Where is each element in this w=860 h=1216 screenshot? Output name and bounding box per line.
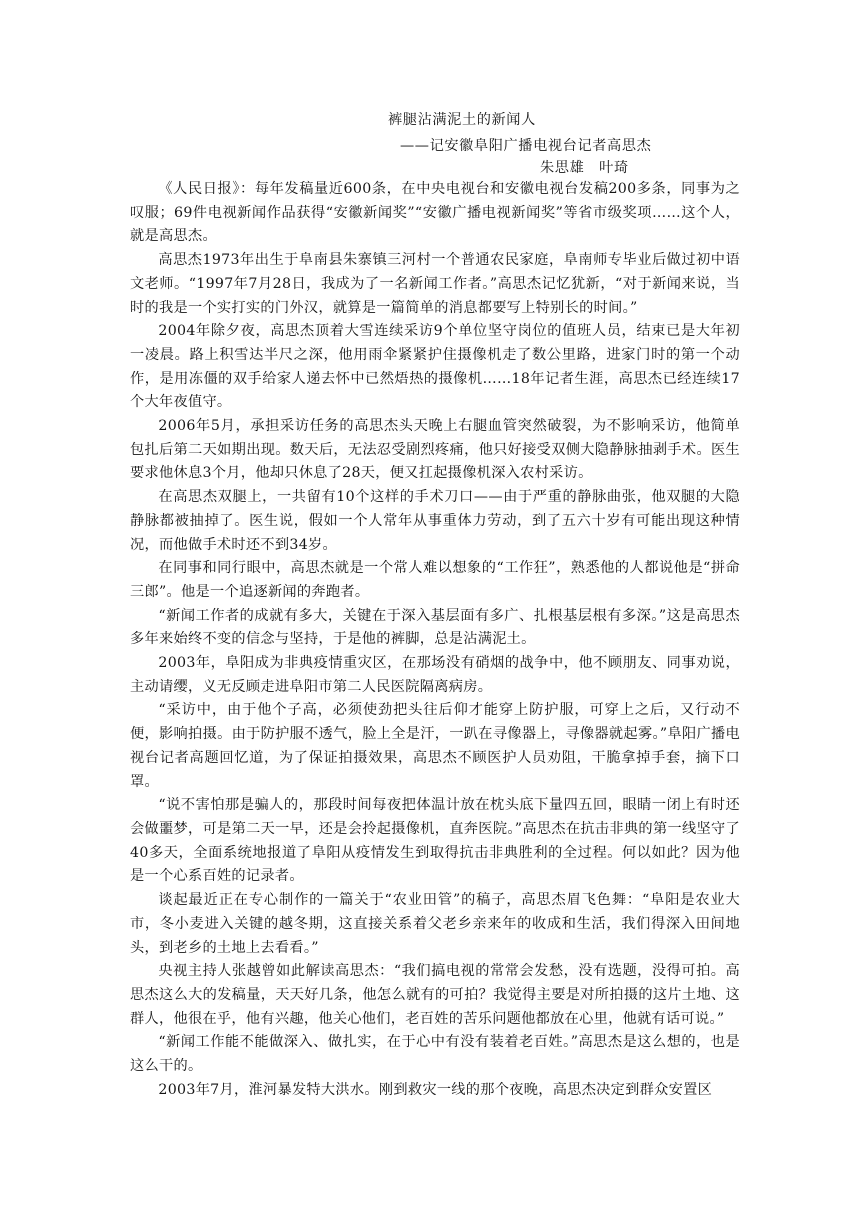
paragraph: “说不害怕那是骗人的，那段时间每夜把体温计放在枕头底下量四五回，眼睛一闭上有时还会做噩梦，可是第二天一早，还是会拎起摄像机，直奔医院。”高思杰在抗击非典的第一线坚守了40多天，全面系统地报道了阜阳从疫情发生到取得抗击非典胜利的全过程。何以如此？因为他是一个心系百姓的记录者。: [130, 797, 740, 885]
paragraph: 在高思杰双腿上，一共留有10个这样的手术刀口——由于严重的静脉曲张，他双腿的大隐静脉都被抽掉了。医生说，假如一个人常年从事重体力劳动，到了五六十岁有可能出现这种情况，而他做手术时还不到34岁。: [130, 489, 740, 553]
paragraph: “新闻工作者的成就有多大，关键在于深入基层面有多广、扎根基层根有多深。”这是高思杰多年来始终不变的信念与坚持，于是他的裤脚，总是沾满泥土。: [130, 607, 740, 648]
article-authors: 朱思雄 叶琦: [540, 160, 629, 176]
article-body: [130, 178, 740, 1102]
paragraph: 央视主持人张越曾如此解读高思杰：“我们搞电视的常常会发愁，没有选题，没得可拍。高思杰这么大的发稿量，天天好几条，他怎么就有的可拍？我觉得主要是对所拍摄的这片土地、这群人，他很在乎，他有兴趣，他关心他们，老百姓的苦乐问题他都放在心里，他就有话可说。”: [130, 963, 740, 1027]
paragraph: 2003年，阜阳成为非典疫情重灾区，在那场没有硝烟的战争中，他不顾朋友、同事劝说，主动请缨，义无反顾走进阜阳市第二人民医院隔离病房。: [130, 655, 740, 695]
article-subtitle: ——记安徽阜阳广播电视台记者高思杰: [400, 138, 652, 154]
article-title: 裤腿沾满泥土的新闻人: [388, 112, 536, 128]
paragraph: 2006年5月，承担采访任务的高思杰头天晚上右腿血管突然破裂，为不影响采访，他简单包扎后第二天如期出现。数天后，无法忍受剧烈疼痛，他只好接受双侧大隐静脉抽剥手术。医生要求他休息3个月，他却只休息了28天，便又扛起摄像机深入农村采访。: [130, 418, 740, 482]
paragraph: 2003年7月，淮河暴发特大洪水。刚到救灾一线的那个夜晚，高思杰决定到群众安置区: [158, 1081, 713, 1098]
paragraph: 2004年除夕夜，高思杰顶着大雪连续采访9个单位坚守岗位的值班人员，结束已是大年初一凌晨。路上积雪达半尺之深，他用雨伞紧紧护住摄像机走了数公里路，进家门时的第一个动作，是用冻僵的双手给家人递去怀中已然焐热的摄像机……18年记者生涯，高思杰已经连续17个大年夜值守。: [130, 323, 740, 411]
paragraph: “采访中，由于他个子高，必须使劲把头往后仰才能穿上防护服，可穿上之后，又行动不便，影响拍摄。由于防护服不透气，脸上全是汗，一趴在寻像器上，寻像器就起雾。”阜阳广播电视台记者高题回忆道，为了保证拍摄效果，高思杰不顾医护人员劝阻，干脆拿掉手套，摘下口罩。: [130, 702, 740, 790]
paragraph: 《人民日报》：每年发稿量近600条，在中央电视台和安徽电视台发稿200多条，同事为之叹服；69件电视新闻作品获得“安徽新闻奖”“安徽广播电视新闻奖”等省市级奖项……这个人，就是高思杰。: [130, 181, 740, 245]
paragraph: 高思杰1973年出生于阜南县朱寨镇三河村一个普通农民家庭，阜南师专毕业后做过初中语文老师。“1997年7月28日，我成为了一名新闻工作者。”高思杰记忆犹新，“对于新闻来说，当时的我是一个实打实的门外汉，就算是一篇简单的消息都要写上特别长的时间。”: [130, 252, 740, 316]
paragraph: 在同事和同行眼中，高思杰就是一个常人难以想象的“工作狂”，熟悉他的人都说他是“拼命三郎”。他是一个追逐新闻的奔跑者。: [130, 560, 740, 600]
paragraph: 谈起最近正在专心制作的一篇关于“农业田管”的稿子，高思杰眉飞色舞：“阜阳是农业大市，冬小麦进入关键的越冬期，这直接关系着父老乡亲来年的收成和生活，我们得深入田间地头，到老乡的土地上去看看。”: [130, 892, 740, 956]
paragraph: “新闻工作能不能做深入、做扎实，在于心中有没有装着老百姓。”高思杰是这么想的，也是这么干的。: [130, 1034, 740, 1075]
